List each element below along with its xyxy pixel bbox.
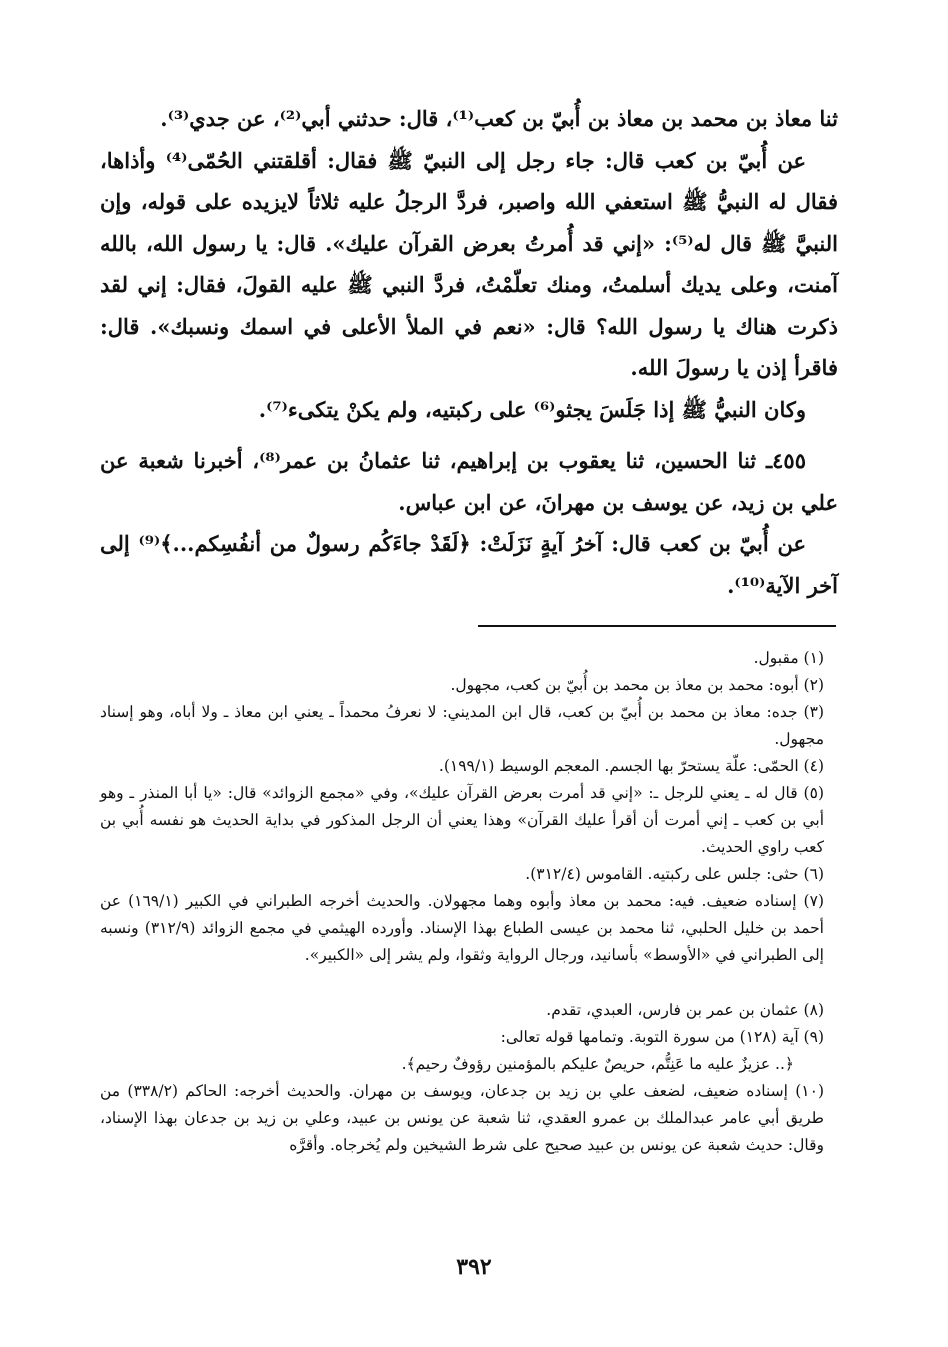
footnote-2: (٢) أبوه: محمد بن معاذ بن محمد بن أُبيّ بن كعب، مجهول. <box>450 676 824 694</box>
hadith-455-isnad: ٤٥٥ـ ثنا الحسين، ثنا يعقوب بن إبراهيم، ثنا عثمانُ بن عمر⁽⁸⁾، أخبرنا شعبة عن علي بن زيد، عن يوسف بن مهرانَ، عن ابن عباس. <box>100 448 838 515</box>
footnote-spacer <box>100 969 838 997</box>
main-text <box>100 98 838 606</box>
footnote-9: (٩) آية (١٢٨) من سورة التوبة. وتمامها قوله تعالى: <box>500 1028 824 1046</box>
footnote-1: (١) مقبول. <box>753 649 824 667</box>
page-number: ٣٩٢ <box>456 1254 492 1280</box>
isnad-paragraph: ثنا معاذ بن محمد بن معاذ بن أُبيّ بن كعب⁽¹⁾، قال: حدثني أبي⁽²⁾، عن جدي⁽³⁾. <box>160 106 838 131</box>
footnote-separator <box>478 625 836 627</box>
hadith-paragraph: وكان النبيُّ ﷺ إذا جَلَسَ يجثو⁽⁶⁾ على ركبتيه، ولم يكنْ يتكىء⁽⁷⁾. <box>258 396 806 422</box>
footnote-4: (٤) الحمّى: علّة يستحرّ بها الجسم. المعجم الوسيط (١٩٩/١). <box>438 757 824 775</box>
footnote-10: (١٠) إسناده ضعيف، لضعف علي بن زيد بن جدعان، ويوسف بن مهران. والحديث أخرجه: الحاكم (٣٣٨/٢) من طريق أبي عامر عبدالملك بن عمرو العقدي، ثنا شعبة عن يونس بن عبيد، وعلي بن زيد بن جدعان بهذا الإسناد، وقال: حديث شعبة عن يونس بن عبيد صحيح على شرط الشيخين ولم يُخرجاه. وأقرَّه <box>100 1082 824 1154</box>
hadith-455-text: عن أُبيّ بن كعب قال: آخرُ آيةٍ نَزَلَتْ: ﴿لَقَدْ جاءَكُم رسولٌ من أنفُسِكم...﴾⁽⁹⁾ إلى آخر الآية⁽¹⁰⁾. <box>100 531 838 598</box>
footnote-3: (٣) جده: معاذ بن محمد بن أُبيّ بن كعب، قال ابن المديني: لا نعرفُ محمداً ـ يعني ابن معاذ ـ ولا أباه، وهو إسناد مجهول. <box>100 703 824 748</box>
footnote-6: (٦) حثى: جلس على ركبتيه. القاموس (٣١٢/٤). <box>525 865 824 883</box>
footnote-5: (٥) قال له ـ يعني للرجل ـ: «إني قد أمرت بعرض القرآن عليك»، وفي «مجمع الزوائد» قال: «يا أبا المنذر ـ وهو أبي بن كعب ـ إني أمرت أن أقرأ عليك القرآن» وهذا يعني أن الرجل المذكور في بداية الحديث هو نفسه أُبي بن كعب راوي الحديث. <box>100 784 824 856</box>
footnotes <box>100 645 838 1159</box>
footnote-8: (٨) عثمان بن عمر بن فارس، العبدي، تقدم. <box>546 1001 824 1019</box>
footnote-7: (٧) إسناده ضعيف. فيه: محمد بن معاذ وأبوه وهما مجهولان. والحديث أخرجه الطبراني في الكبير (١٦٩/١) عن أحمد بن خليل الحلبي، ثنا محمد بن عيسى الطباع بهذا الإسناد. وأورده الهيثمي في مجمع الزوائد (٣١٢/٩) ونسبه إلى الطبراني في «الأوسط» بأسانيد، ورجال الرواية وثقوا، ولم يشر إلى «الكبير». <box>100 892 824 964</box>
hadith-paragraph: عن أُبيّ بن كعب قال: جاء رجل إلى النبيّ ﷺ فقال: أقلقتني الحُمّى⁽⁴⁾ وأذاها، فقال له النبيُّ ﷺ استعفي الله واصبر، فردَّ الرجلُ عليه ثلاثاً لايزيده على قوله، وإن النبيَّ ﷺ قال له⁽⁵⁾: «إني قد أُمرتُ بعرض القرآن عليك». قال: يا رسول الله، بالله آمنت، وعلى يديك أسلمتُ، ومنك تعلّمْتُ، فردَّ النبي ﷺ عليه القولَ، فقال: إني لقد ذكرت هناك يا رسول الله؟ قال: «نعم في الملأ الأعلى في اسمك ونسبك». قال: فاقرأ إذن يا رسولَ الله. <box>100 147 838 380</box>
footnote-9-verse: ﴿.. عزيزٌ عليه ما عَنِتُّم، حريصٌ عليكم بالمؤمنين رؤوفٌ رحيم﴾. <box>401 1055 794 1073</box>
